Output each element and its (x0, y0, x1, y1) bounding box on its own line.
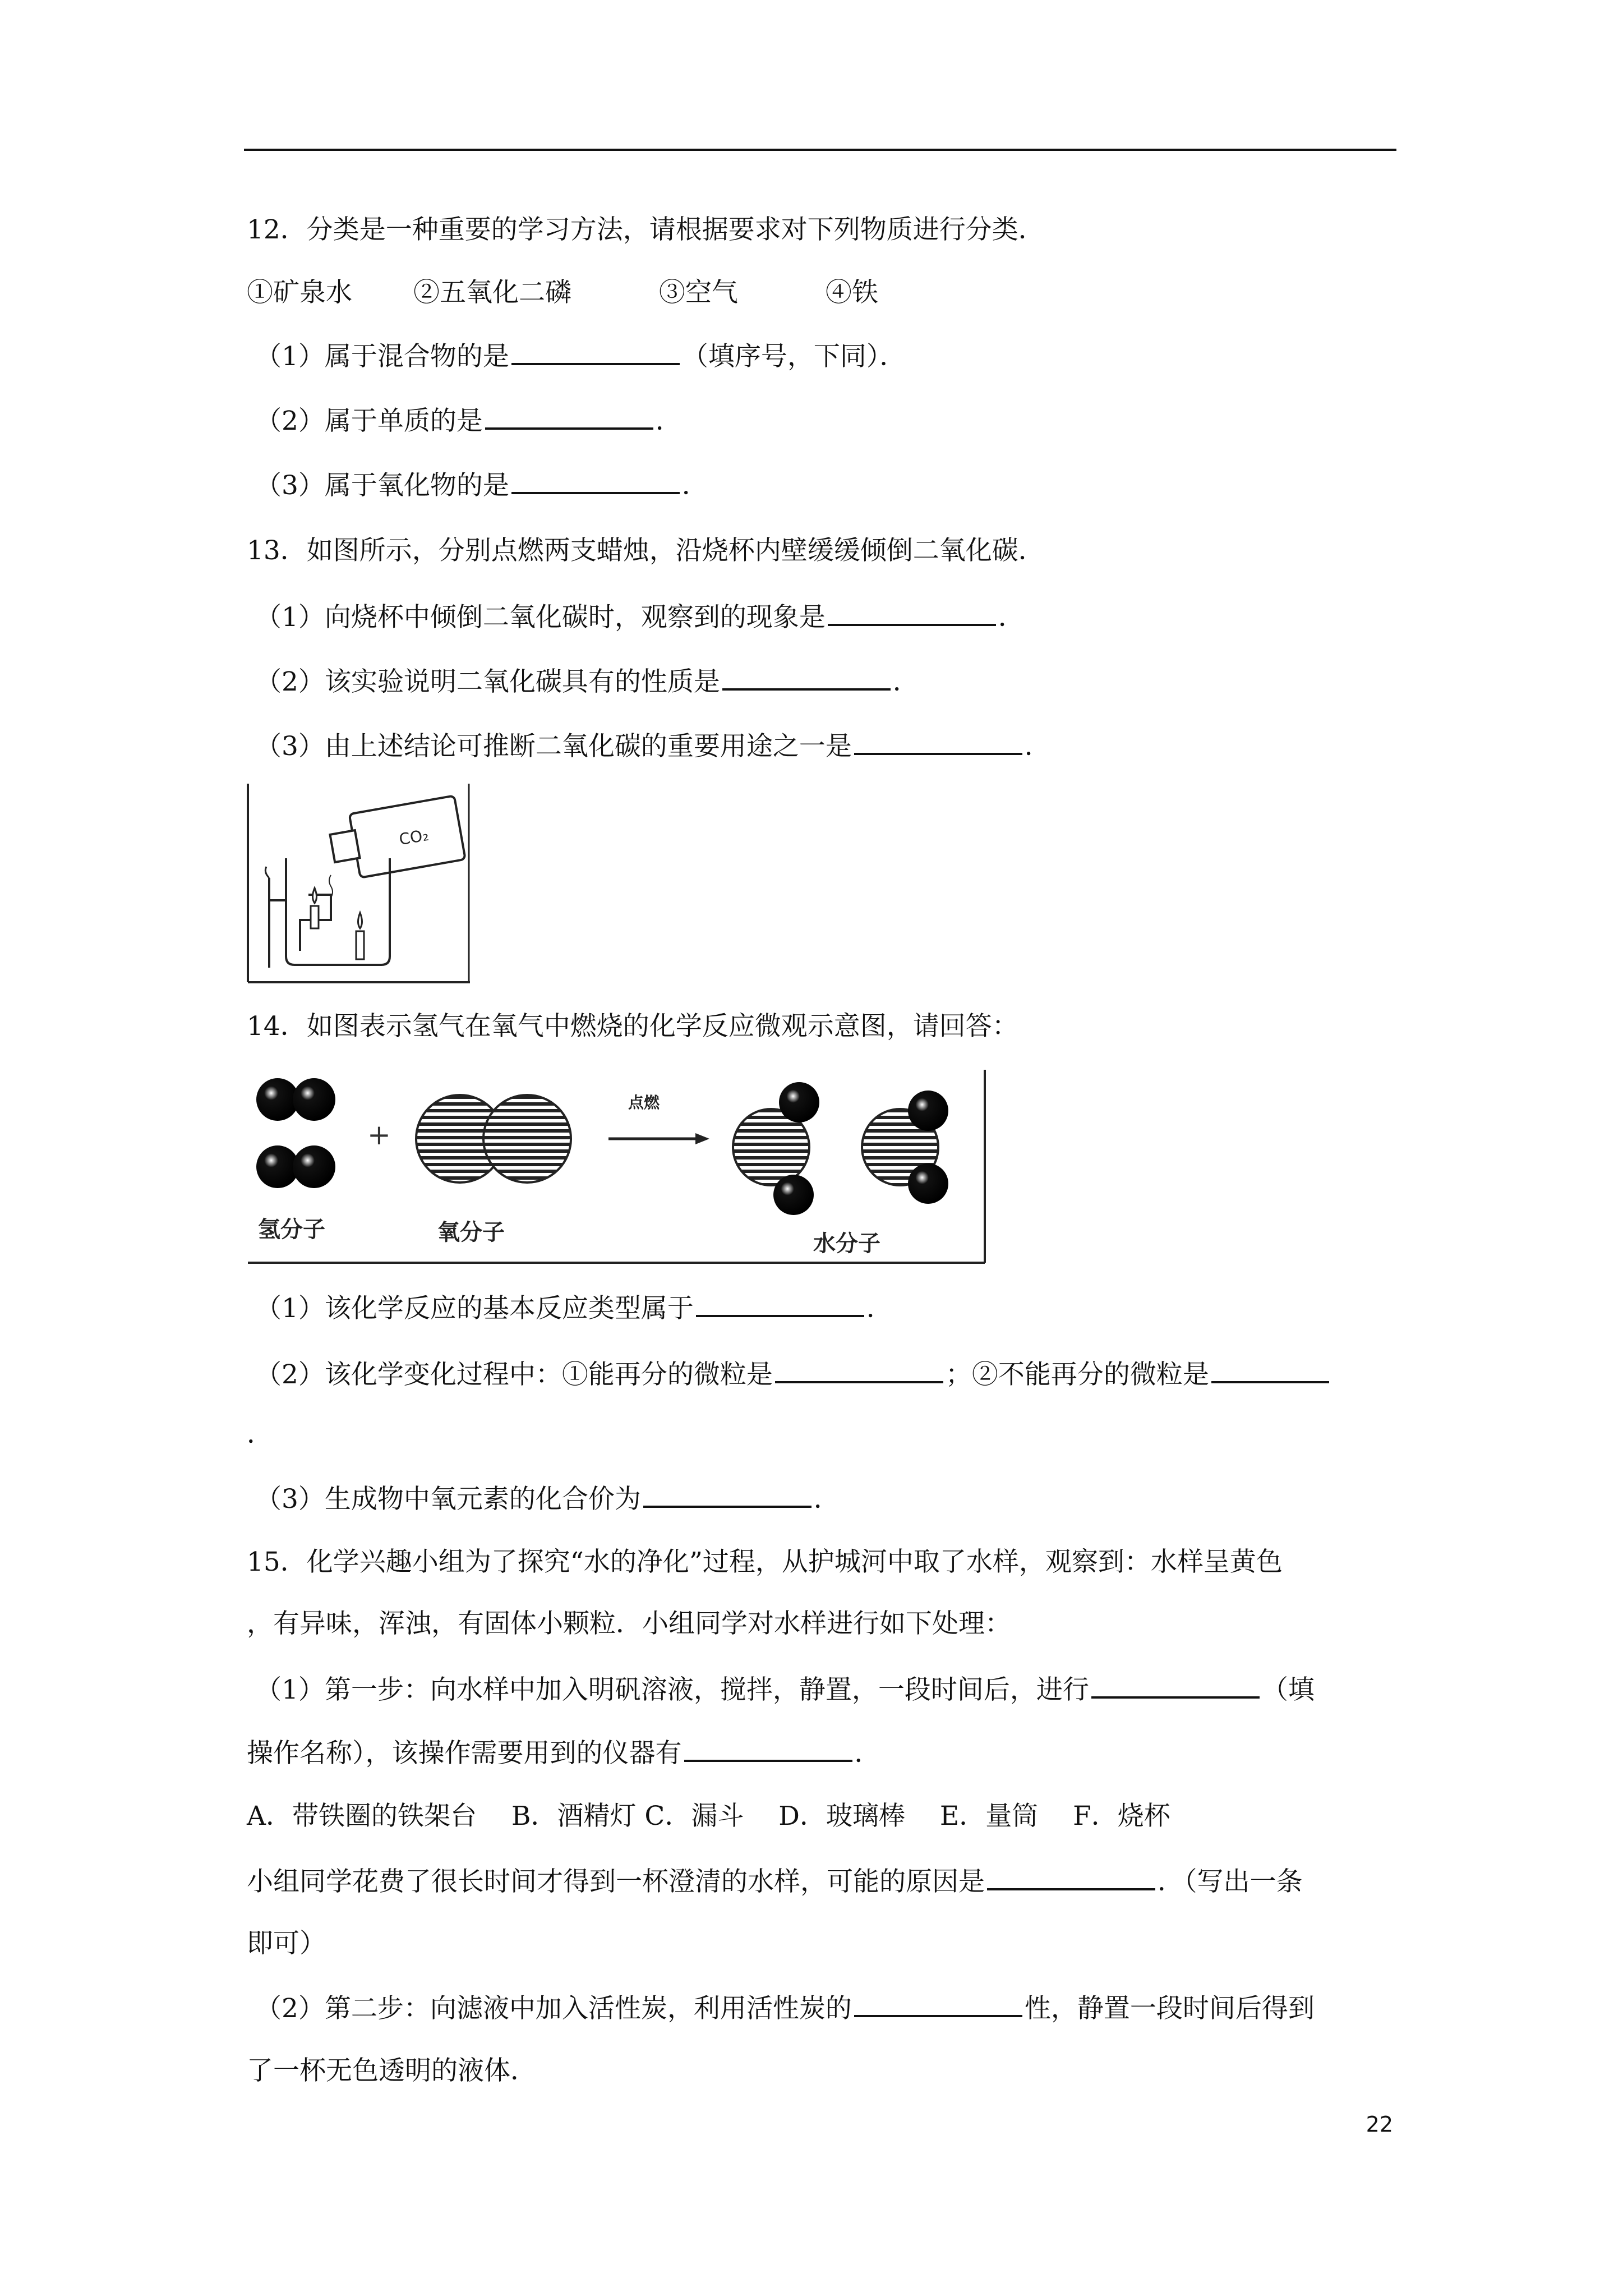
answer-blank[interactable] (684, 1735, 852, 1762)
answer-blank[interactable] (643, 1481, 811, 1508)
reaction-micro-diagram (247, 1069, 987, 1265)
arrow-label: 点燃 (628, 1093, 660, 1112)
q15-part-2-end: 了一杯无色透明的液体． (247, 2055, 537, 2086)
answer-blank[interactable] (854, 728, 1022, 755)
q13-part-2: （2）该实验说明二氧化碳具有的性质是 ． (255, 664, 919, 699)
answer-blank[interactable] (1091, 1672, 1260, 1699)
answer-blank[interactable] (485, 403, 653, 430)
water-molecule (862, 1091, 948, 1204)
q14-part-1: （1）该化学反应的基本反应类型属于 ． (255, 1290, 893, 1326)
q12-item-4: ④铁 (825, 277, 878, 308)
q15-line-2: ，有异味，浑浊，有固体小颗粒．小组同学对水样进行如下处理： (247, 1608, 1011, 1639)
q15-reason: 小组同学花费了很长时间才得到一杯澄清的水样，可能的原因是 ．（写出一条 (247, 1864, 1303, 1899)
q14-part-2: （2）该化学变化过程中：①能再分的微粒是 ；②不能再分的微粒是 (255, 1356, 1331, 1392)
q15-part-2: （2）第二步：向滤液中加入活性炭，利用活性炭的 性，静置一段时间后得到 (255, 1990, 1315, 2026)
q15-reason-end: 即可） (247, 1928, 326, 1959)
gas-bottle (327, 795, 465, 881)
answer-blank[interactable] (775, 1356, 943, 1383)
oxygen-molecule (416, 1095, 571, 1182)
answer-blank[interactable] (696, 1290, 864, 1317)
q12-part-3: （3）属于氧化物的是 ． (255, 467, 708, 503)
answer-blank[interactable] (511, 338, 680, 365)
q12-items (247, 276, 878, 310)
q13-part-1: （1）向烧杯中倾倒二氧化碳时，观察到的现象是 ． (255, 599, 1025, 634)
answer-blank[interactable] (987, 1864, 1155, 1890)
answer-blank[interactable] (854, 1990, 1022, 2017)
q15-part-1b: 操作名称），该操作需要用到的仪器有 ． (247, 1735, 881, 1770)
q14-part-3: （3）生成物中氧元素的化合价为 ． (255, 1481, 840, 1516)
candle-lower (356, 931, 364, 959)
q12-stem: 12．分类是一种重要的学习方法，请根据要求对下列物质进行分类． (247, 214, 1045, 245)
q13-part-3: （3）由上述结论可推断二氧化碳的重要用途之一是 ． (255, 728, 1051, 763)
page-number: 22 (1366, 2112, 1393, 2137)
q15-line-1: 15．化学兴趣小组为了探究“水的净化”过程，从护城河中取了水样，观察到：水样呈黄色 (247, 1547, 1283, 1577)
water-molecule (733, 1082, 819, 1215)
header-rule (244, 149, 1396, 151)
co2-label: CO₂ (398, 825, 430, 849)
q13-stem: 13．如图所示，分别点燃两支蜡烛，沿烧杯内壁缓缓倾倒二氧化碳． (247, 535, 1045, 566)
co2-beaker-figure (247, 783, 471, 984)
q12-item-2: ②五氧化二磷 (413, 277, 571, 308)
q14-stem: 14．如图表示氢气在氧气中燃烧的化学反应微观示意图，请回答： (247, 1011, 1018, 1042)
hydrogen-label: 氢分子 (258, 1217, 325, 1243)
hydrogen-molecule (256, 1145, 335, 1188)
q12-item-3: ③空气 (658, 277, 738, 308)
q14-part-2-end: ． (247, 1419, 273, 1450)
plus-sign: + (367, 1119, 391, 1151)
answer-blank[interactable] (828, 599, 996, 626)
answer-blank[interactable] (1211, 1356, 1329, 1383)
hydrogen-molecule (256, 1078, 335, 1121)
water-label: 水分子 (813, 1231, 880, 1257)
oxygen-label: 氧分子 (437, 1220, 505, 1245)
candle-upper (311, 906, 319, 928)
q12-part-2: （2）属于单质的是 ． (255, 403, 682, 438)
q15-part-1: （1）第一步：向水样中加入明矾溶液，搅拌，静置，一段时间后，进行 （填 (255, 1672, 1315, 1707)
q15-options: A．带铁圈的铁架台 B．酒精灯 C．漏斗 D．玻璃棒 E．量筒 F．烧杯 (247, 1801, 1170, 1832)
answer-blank[interactable] (511, 467, 680, 494)
q12-part-1: （1）属于混合物的是 （填序号，下同）． (255, 338, 906, 374)
q12-item-1: ①矿泉水 (247, 277, 352, 308)
answer-blank[interactable] (722, 664, 891, 691)
